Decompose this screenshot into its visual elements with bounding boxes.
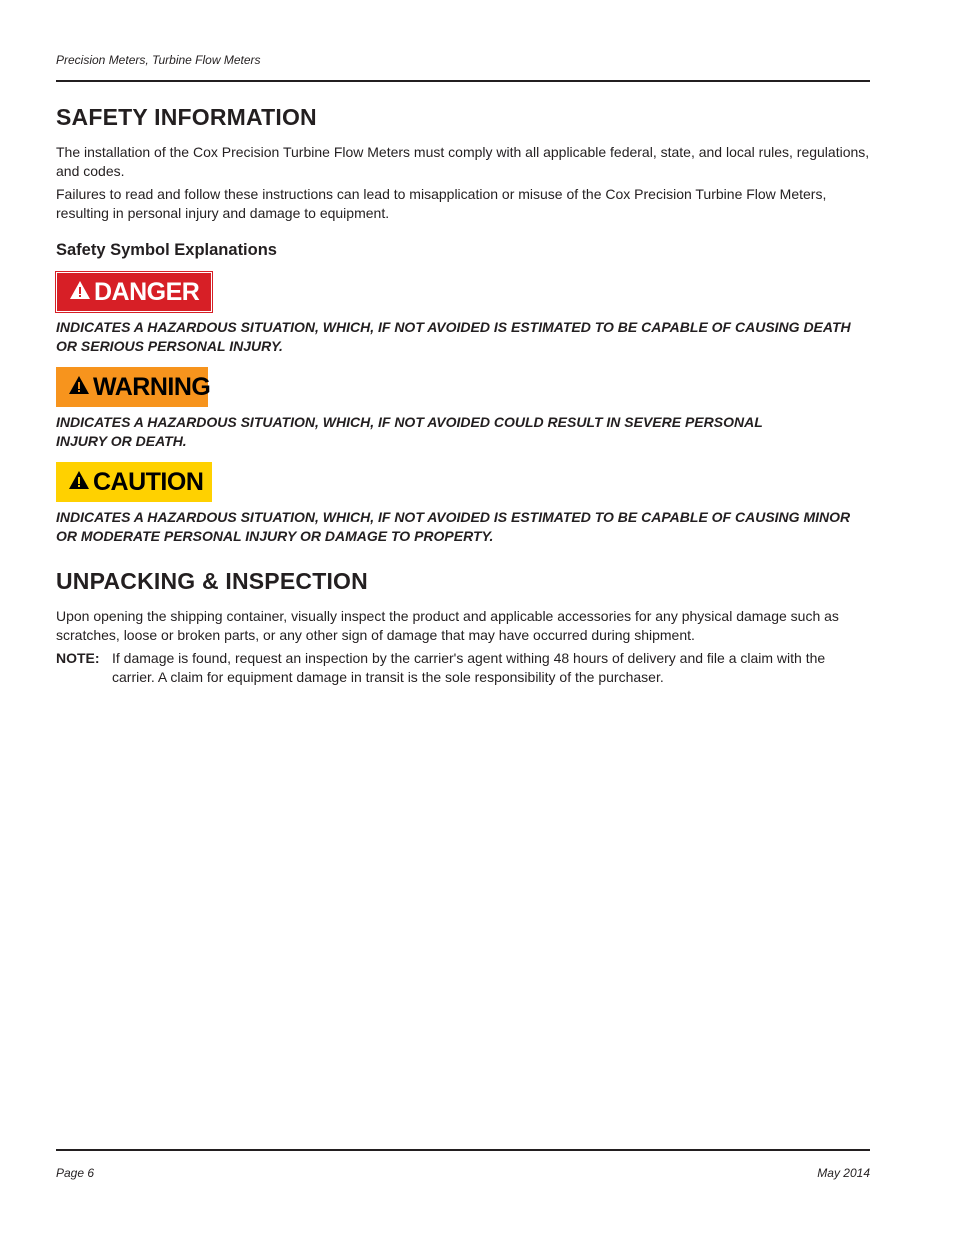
header-rule	[56, 80, 870, 82]
safety-symbols-subtitle: Safety Symbol Explanations	[56, 241, 277, 259]
unpacking-note	[56, 649, 870, 687]
danger-description: INDICATES A HAZARDOUS SITUATION, WHICH, IF NOT AVOIDED IS ESTIMATED TO BE CAPABLE OF CAUSING DEATH OR SERIOUS PERSONAL INJURY.	[56, 319, 851, 354]
warning-triangle-icon	[68, 373, 90, 402]
warning-label-text: WARNING	[93, 372, 211, 401]
note-text: If damage is found, request an inspection by the carrier's agent withing 48 hours of delivery and file a claim with the carrier. A claim for equipment damage in transit is the sole responsibility of the purchaser.	[112, 650, 826, 685]
safety-title: SAFETY INFORMATION	[56, 104, 317, 130]
warning-description: INDICATES A HAZARDOUS SITUATION, WHICH, IF NOT AVOIDED COULD RESULT IN SEVERE PERSONAL INJURY OR DEATH.	[56, 414, 763, 449]
danger-label-text: DANGER	[94, 277, 200, 306]
footer-date: May 2014	[817, 1166, 870, 1180]
warning-triangle-icon	[68, 468, 90, 497]
warning-label	[56, 367, 211, 407]
unpacking-title: UNPACKING & INSPECTION	[56, 568, 368, 594]
danger-label	[56, 272, 212, 312]
footer-rule	[56, 1149, 870, 1151]
page-number: Page 6	[56, 1166, 95, 1180]
unpacking-para: Upon opening the shipping container, visually inspect the product and applicable accessories for any physical damage such as scratches, loose or broken parts, or any other sign of damage that may have occurred during shipment.	[56, 608, 839, 643]
running-header: Precision Meters, Turbine Flow Meters	[56, 53, 261, 67]
main-content	[56, 104, 870, 687]
caution-label-text: CAUTION	[93, 467, 204, 496]
safety-para-2: Failures to read and follow these instructions can lead to misapplication or misuse of the Cox Precision Turbine Flow Meters, resulting in personal injury and damage to equipment.	[56, 186, 827, 221]
caution-label	[56, 462, 212, 502]
warning-triangle-icon	[69, 278, 91, 307]
caution-description: INDICATES A HAZARDOUS SITUATION, WHICH, IF NOT AVOIDED IS ESTIMATED TO BE CAPABLE OF CAUSING MINOR OR MODERATE PERSONAL INJURY OR DAMAGE TO PROPERTY.	[56, 509, 851, 544]
note-label: NOTE:	[56, 650, 100, 666]
safety-para-1: The installation of the Cox Precision Turbine Flow Meters must comply with all applicable federal, state, and local rules, regulations, and codes.	[56, 144, 870, 179]
